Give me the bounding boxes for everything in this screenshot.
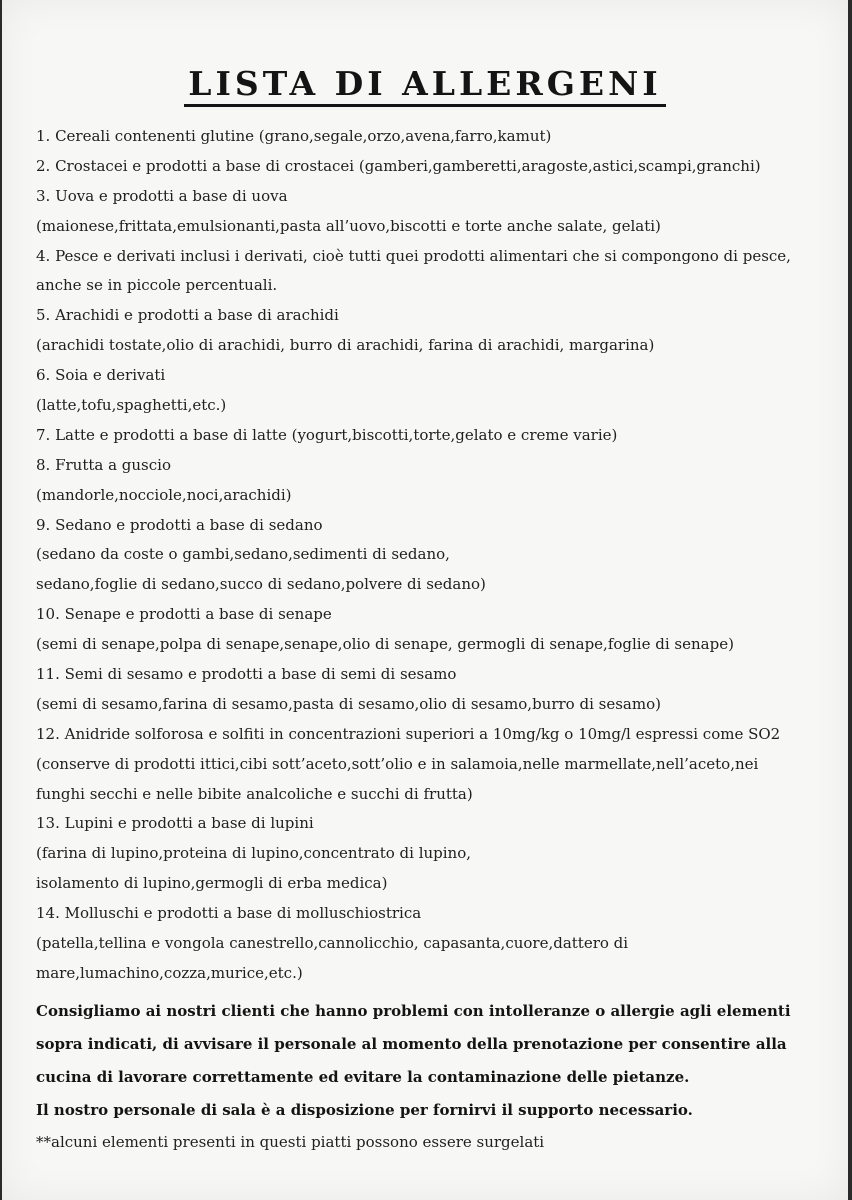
list-line: 12. Anidride solforosa e solfiti in concentrazioni superiori a 10mg/kg o 10mg/l espressi come SO2 <box>36 724 781 743</box>
frozen-footnote: **alcuni elementi presenti in questi piatti possono essere surgelati <box>36 1132 545 1151</box>
allergy-notice <box>36 995 826 1127</box>
list-line: (farina di lupino,proteina di lupino,concentrato di lupino, <box>36 844 472 863</box>
allergen-sheet <box>2 0 848 1200</box>
list-line: 4. Pesce e derivati inclusi i derivati, cioè tutti quei prodotti alimentari che si compongono di pesce, <box>36 246 791 265</box>
list-line: (patella,tellina e vongola canestrello,cannolicchio, capasanta,cuore,dattero di <box>36 934 629 953</box>
list-line: 11. Semi di sesamo e prodotti a base di semi di sesamo <box>36 665 457 684</box>
list-line: 9. Sedano e prodotti a base di sedano <box>36 515 323 534</box>
list-line: (mandorle,nocciole,noci,arachidi) <box>36 485 292 504</box>
list-line: 6. Soia e derivati <box>36 366 166 385</box>
notice-line: sopra indicati, di avvisare il personale al momento della prenotazione per consentire alla <box>36 1034 787 1053</box>
list-line: (semi di sesamo,farina di sesamo,pasta di sesamo,olio di sesamo,burro di sesamo) <box>36 694 661 713</box>
list-line: sedano,foglie di sedano,succo di sedano,polvere di sedano) <box>36 575 486 594</box>
list-line: isolamento di lupino,germogli di erba medica) <box>36 874 388 893</box>
notice-line: Consigliamo ai nostri clienti che hanno problemi con intolleranze o allergie agli elementi <box>36 1001 791 1020</box>
notice-line: Il nostro personale di sala è a disposizione per fornirvi il supporto necessario. <box>36 1100 693 1119</box>
list-line: 10. Senape e prodotti a base di senape <box>36 605 332 624</box>
list-line: 5. Arachidi e prodotti a base di arachidi <box>36 306 339 325</box>
list-line: (maionese,frittata,emulsionanti,pasta all’uovo,biscotti e torte anche salate, gelati) <box>36 216 661 235</box>
page-title <box>2 64 848 107</box>
list-line: anche se in piccole percentuali. <box>36 276 278 295</box>
list-line: 8. Frutta a guscio <box>36 455 171 474</box>
list-line: (sedano da coste o gambi,sedano,sedimenti di sedano, <box>36 545 450 564</box>
list-line: mare,lumachino,cozza,murice,etc.) <box>36 963 303 982</box>
list-line: (arachidi tostate,olio di arachidi, burro di arachidi, farina di arachidi, margarina) <box>36 336 655 355</box>
list-line: 1. Cereali contenenti glutine (grano,segale,orzo,avena,farro,kamut) <box>36 127 552 145</box>
notice-line: cucina di lavorare correttamente ed evitare la contaminazione delle pietanze. <box>36 1067 690 1086</box>
allergen-list <box>36 122 826 1157</box>
list-line: 2. Crostacei e prodotti a base di crostacei (gamberi,gamberetti,aragoste,astici,scampi,granchi) <box>36 156 761 175</box>
list-line: 14. Molluschi e prodotti a base di molluschiostrica <box>36 904 422 923</box>
page-title-text: LISTA DI ALLERGENI <box>184 66 665 107</box>
list-line: (semi di senape,polpa di senape,senape,olio di senape, germogli di senape,foglie di senape) <box>36 635 734 654</box>
list-line: 13. Lupini e prodotti a base di lupini <box>36 814 314 833</box>
list-line: (conserve di prodotti ittici,cibi sott’aceto,sott’olio e in salamoia,nelle marmellate,nell’aceto,nei <box>36 754 759 773</box>
list-line: funghi secchi e nelle bibite analcoliche e succhi di frutta) <box>36 784 473 803</box>
list-line: 7. Latte e prodotti a base di latte (yogurt,biscotti,torte,gelato e creme varie) <box>36 425 618 444</box>
list-line: (latte,tofu,spaghetti,etc.) <box>36 396 227 415</box>
list-line: 3. Uova e prodotti a base di uova <box>36 186 288 205</box>
